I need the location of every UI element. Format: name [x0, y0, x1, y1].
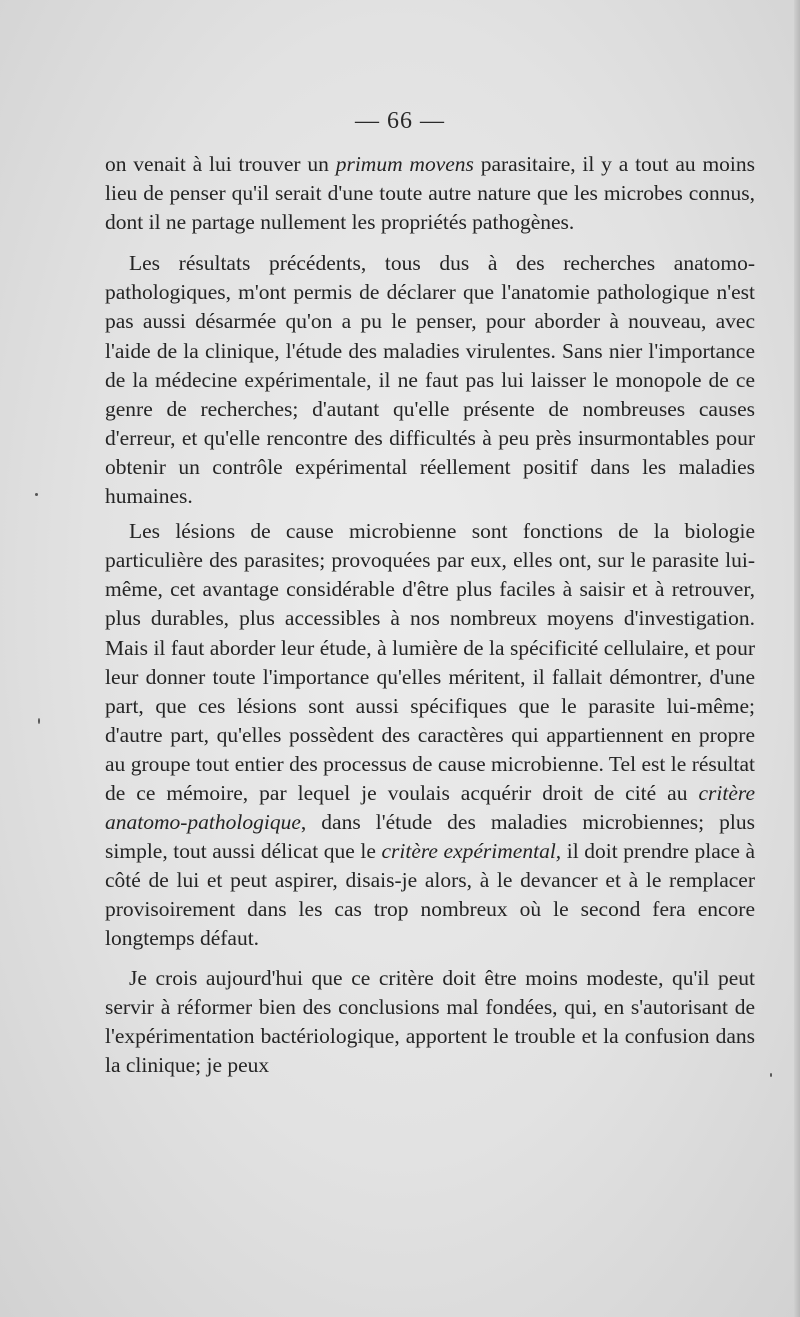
body-text	[105, 150, 755, 1080]
paragraph-1-italic-primum-movens: primum movens	[335, 152, 474, 176]
paragraph-2-text: Les résultats précédents, tous dus à des recherches anatomo-pathologiques, m'ont permis de déclarer que l'anatomie pathologique n'est pas aussi désarmée qu'on a pu le penser, pour aborder à nouveau, avec l'aide de la clinique, l'étude des maladies virulentes. Sans nier l'importance de la médecine expérimentale, il ne faut pas lui laisser le monopole de ce genre de recherches; d'autant qu'elle présente de nombreuses causes d'erreur, et qu'elle rencontre des difficultés à peu près insurmontables pour obtenir un contrôle expérimental réellement positif dans les maladies humaines.	[105, 251, 755, 509]
paragraph-4	[105, 964, 755, 1080]
page-number: — 66 —	[355, 108, 445, 134]
paragraph-3	[105, 517, 755, 953]
paragraph-1-part-3: parasitaire, il y a tout au moins lieu de penser qu'il serait d'une toute autre nature que les microbes connus, dont il ne partage nullement les propriétés pathogènes.	[105, 152, 756, 235]
paragraph-3-part-5: il doit prendre place à côté de lui et peut aspirer, disais-je alors, à le devancer et à le remplacer provisoirement dans les cas trop nombreux où le second fera encore longtemps défaut.	[105, 839, 755, 951]
paragraph-2	[105, 249, 755, 511]
print-speck	[38, 718, 40, 724]
page-edge-shadow	[794, 0, 800, 1317]
paragraph-3-italic-critere-anatomo: critère anatomo-pathologique	[105, 780, 755, 835]
paragraph-1-part-1: on venait à lui trouver un	[105, 152, 336, 176]
paragraph-3-part-1: Les lésions de cause microbienne sont fonctions de la biologie particulière des parasites; provoquées par eux, elles ont, sur le parasite lui-même, cet avantage considérable d'être plus faciles à saisir et à retrouver, plus durables, plus accessibles à nos nombreux moyens d'investigation. Mais il faut aborder leur étude, à lumière de la spécificité cellulaire, et pour leur donner toute l'importance qu'elles méritent, il fallait démontrer, d'une part, que ces lésions sont aussi spécifiques que le parasite lui-même; d'autre part, qu'elles possèdent des caractères qui appartiennent en propre au groupe tout entier des processus de cause microbienne. Tel est le résultat de ce mémoire, par lequel je voulais acquérir droit de cité au	[105, 519, 755, 805]
paragraph-1	[105, 150, 755, 237]
paragraph-3-italic-critere-experimental: critère expérimental,	[381, 839, 562, 864]
print-speck	[770, 1073, 772, 1077]
paragraph-4-text: Je crois aujourd'hui que ce critère doit être moins modeste, qu'il peut servir à réformer bien des conclusions mal fondées, qui, en s'autorisant de l'expérimentation bactériologique, apportent le trouble et la confusion dans la clinique; je peux	[105, 965, 755, 1077]
print-speck	[35, 493, 38, 496]
paragraph-3-part-3: , dans l'étude des maladies microbiennes; plus simple, tout aussi délicat que le	[105, 810, 755, 864]
